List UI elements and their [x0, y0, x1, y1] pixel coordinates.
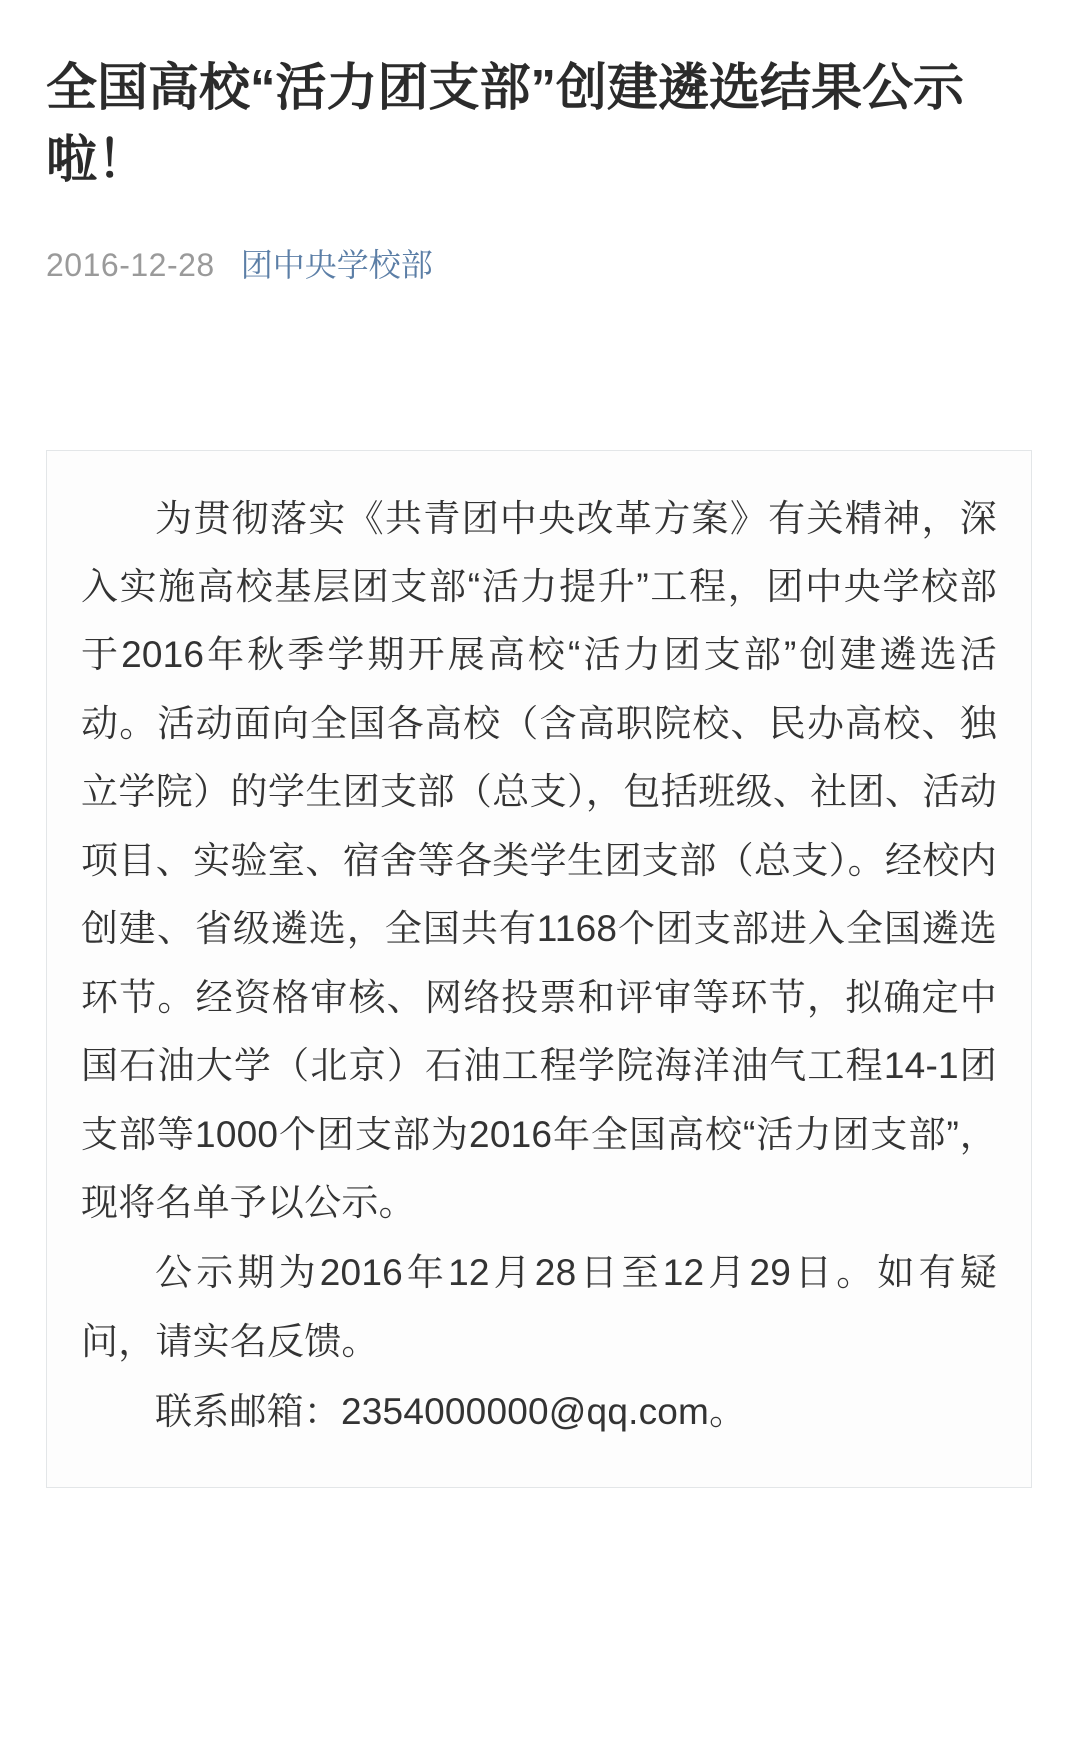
title-body-spacer — [46, 288, 1032, 438]
publish-date: 2016-12-28 — [46, 246, 215, 283]
body-paragraph-3: 联系邮箱：2354000000@qq.com。 — [155, 1391, 747, 1433]
body-paragraph-2: 公示期为2016年12月28日至12月29日。如有疑问，请实名反馈。 — [81, 1252, 997, 1362]
source-link[interactable]: 团中央学校部 — [240, 246, 433, 283]
article-body-card — [46, 450, 1032, 1488]
page-title: 全国高校“活力团支部”创建遴选结果公示啦！ — [46, 59, 965, 189]
body-paragraph-1: 为贯彻落实《共青团中央改革方案》有关精神，深入实施高校基层团支部“活力提升”工程，团中央学校部于2016年秋季学期开展高校“活力团支部”创建遴选活动。活动面向全国各高校（含高职院校、民办高校、独立学院）的学生团支部（总支），包括班级、社团、活动项目、实验室、宿舍等各类学生团支部（总支）。经校内创建、省级遴选，全国共有1168个团支部进入全国遴选环节。经资格审核、网络投票和评审等环节，拟确定中国石油大学（北京）石油工程学院海洋油气工程14-1团支部等1000个团支部为2016年全国高校“活力团支部”，现将名单予以公示。 — [81, 497, 997, 1223]
article-meta — [46, 243, 1032, 288]
